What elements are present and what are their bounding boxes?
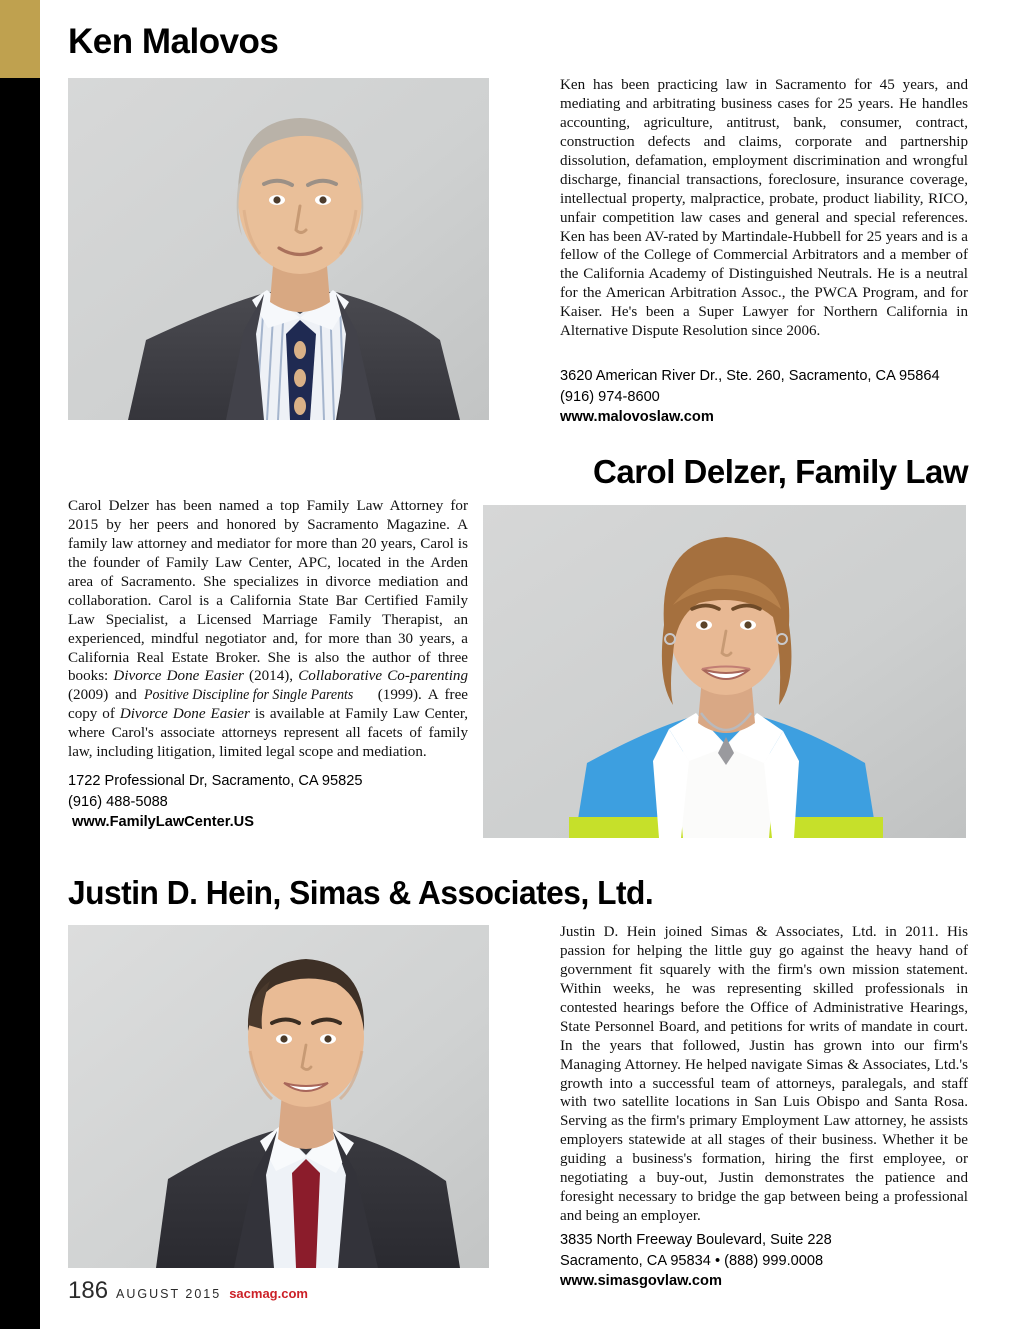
address-line: 1722 Professional Dr, Sacramento, CA 95825 bbox=[68, 773, 363, 789]
contact-carol-delzer bbox=[68, 771, 488, 833]
bio-text-part-2: A free copy of bbox=[68, 687, 468, 723]
page-spine-bar bbox=[0, 0, 40, 1329]
website-link[interactable]: www.FamilyLawCenter.US bbox=[72, 814, 254, 831]
photo-ken-malovos bbox=[68, 78, 489, 420]
website-link[interactable]: www.malovoslaw.com bbox=[560, 409, 714, 426]
website-link[interactable]: www.simasgovlaw.com bbox=[560, 1273, 722, 1290]
page-footer bbox=[68, 1277, 308, 1305]
bio-text-part-1: Carol Delzer has been named a top Family Law Attorney for 2015 by her peers and honored by Sacramento Magazine. A family law attorney and mediator for more than 20 years, Carol is the founder of Family Law Center, APC, located in the Arden area of Sacramento. She specializes in divorce mediation and collaboration. Carol is a California State Bar Certified Family Law Specialist, a Licensed Marriage Family Therapist, an experienced, mindful negotiator and, for more than 30 years, a California Real Estate Broker. She is also the author of three books: bbox=[68, 498, 468, 685]
bio-carol-delzer bbox=[68, 497, 468, 762]
contact-ken-malovos bbox=[560, 366, 980, 428]
bio-text-part-3: is available at Family Law Center, where Carol's associate attorneys represent all facets of family law, including litigation, limited legal scope and mediation. bbox=[68, 706, 469, 761]
phone-line: (916) 974-8600 bbox=[560, 388, 660, 405]
heading-ken-malovos: Ken Malovos bbox=[68, 22, 279, 61]
book-title-2: Collaborative Co-parenting bbox=[298, 668, 468, 685]
address-line-2: Sacramento, CA 95834 • (888) 999.0008 bbox=[560, 1252, 824, 1269]
page-spine-gold-accent bbox=[0, 0, 40, 78]
bio-justin-hein: Justin D. Hein joined Simas & Associates, Ltd. in 2011. His passion for helping the little guy go against the heavy hand of government fit squarely with the firm's own mission statement. Within weeks, he was representing skilled professionals in contested hearings before the Office of Administrative Hearings, State Personnel Board, and petitions for writs of mandate in court. In the years that followed, Justin has grown into our firm's Managing Attorney. He helped navigate Simas & Associates, Ltd.'s growth into a successful team of attorneys, paralegals, and staff with two satellite locations in San Luis Obispo and Santa Rosa. Serving as the firm's primary Employment Law attorney, he assists employers statewide at all stages of their business. Whether it be guiding a business's formation, hiring the first employee, or negotiating a buy-out, Justin demonstrates the patience and foresight necessary to bridge the gap between being a professional and being an employer. bbox=[560, 924, 968, 1225]
book-title-1: Divorce Done Easier bbox=[113, 668, 244, 685]
heading-justin-hein: Justin D. Hein, Simas & Associates, Ltd. bbox=[68, 874, 654, 911]
book-title-3: Positive Discipline for Single Parents bbox=[143, 687, 353, 704]
contact-justin-hein bbox=[560, 1230, 980, 1292]
heading-carol-delzer: Carol Delzer, Family Law bbox=[593, 453, 968, 490]
magazine-website[interactable]: sacmag.com bbox=[229, 1286, 308, 1301]
book-title-4: Divorce Done Easier bbox=[119, 706, 250, 723]
photo-justin-hein bbox=[68, 925, 489, 1268]
phone-line: (916) 488-5088 bbox=[68, 793, 168, 810]
photo-carol-delzer bbox=[483, 505, 966, 838]
issue-date: AUGUST 2015 bbox=[116, 1287, 222, 1301]
address-line: 3835 North Freeway Boulevard, Suite 228 bbox=[560, 1232, 832, 1248]
page-content bbox=[68, 0, 968, 1329]
book-year-2: (2009) and bbox=[68, 687, 144, 704]
book-year-3: (1999). bbox=[371, 687, 428, 704]
book-year-1: (2014), bbox=[243, 668, 299, 685]
address-line: 3620 American River Dr., Ste. 260, Sacramento, CA 95864 bbox=[560, 368, 940, 384]
page-number: 186 bbox=[68, 1277, 109, 1304]
bio-ken-malovos: Ken has been practicing law in Sacramento for 45 years, and mediating and arbitrating business cases for 25 years. He handles accounting, agriculture, antitrust, bank, consumer, contract, construction defects and claims, corporate and partnership dissolution, defamation, employment discrimination and wrongful discharge, financial transactions, foreclosure, insurance coverage, intellectual property, malpractice, probate, product liability, RICO, unfair competition law cases and general and special references. Ken has been AV-rated by Martindale-Hubbell for 25 years and is a fellow of the College of Commercial Arbitrators and a member of the California Academy of Distinguished Neutrals. He is a neutral for the American Arbitration Assoc., the PWCA Program, and for Kaiser. He's been a Super Lawyer for Northern California in Alternative Dispute Resolution since 2006. bbox=[560, 77, 968, 340]
